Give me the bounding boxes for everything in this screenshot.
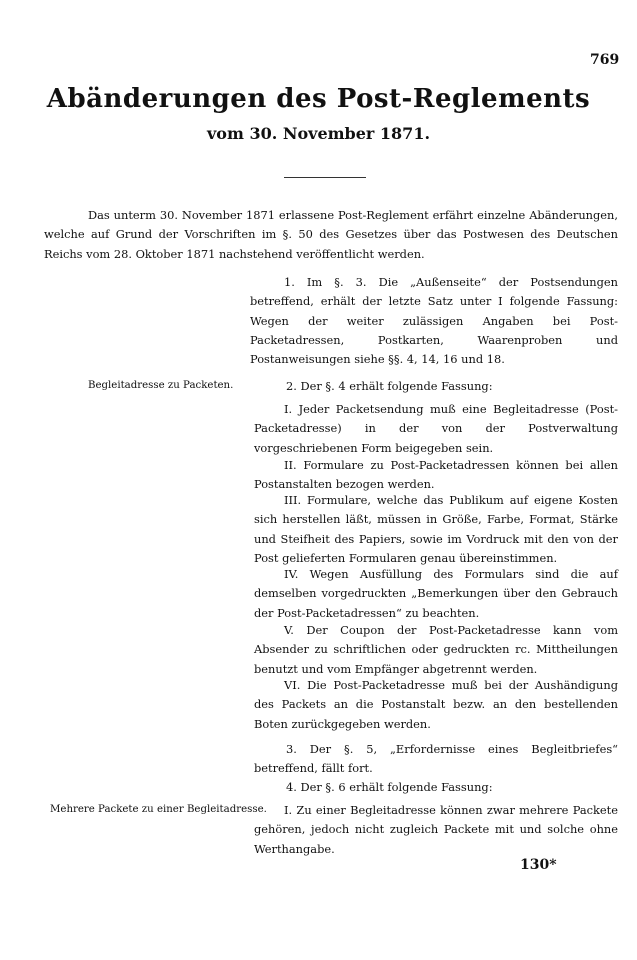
item-3: 3. Der §. 5, „Erfordernisse eines Begleitbriefes“ betreffend, fällt fort. [254, 742, 618, 776]
item-4: 4. Der §. 6 erhält folgende Fassung: [286, 780, 493, 794]
section4-para-5: V. Der Coupon der Post-Packetadresse kann vom Absender zu schriftlichen oder gedruckten rc. Mittheilungen benutzt und vom Empfänger abgetrennt werden. [254, 623, 618, 676]
section4-para-1: I. Jeder Packetsendung muß eine Begleitadresse (Post-Packetadresse) in der von der Postverwaltung vorgeschriebenen Form beigegeben sein. [254, 402, 618, 455]
page-number: 769 [590, 52, 620, 68]
section4-para-4: IV. Wegen Ausfüllung des Formulars sind die auf demselben vorgedruckten „Bemerkungen über den Gebrauch der Post-Packetadressen“ zu beachten. [254, 567, 618, 620]
section4-para-6: VI. Die Post-Packetadresse muß bei der Aushändigung des Packets an die Postanstalt bezw. an den bestellenden Boten zurückgegeben werden. [254, 678, 618, 731]
signature-mark: 130* [520, 857, 557, 873]
item-1: 1. Im §. 3. Die „Außenseite“ der Postsendungen betreffend, erhält der letzte Satz unter I folgende Fassung: Wegen der weiter zulässigen Angaben bei Post-Packetadressen, Postkarten, Waarenproben und Postanweisungen siehe §§. 4, 14, 16 und 18. [250, 275, 618, 367]
section4-para-2: II. Formulare zu Post-Packetadressen können bei allen Postanstalten bezogen werden. [254, 458, 618, 492]
page-subtitle: vom 30. November 1871. [206, 124, 431, 143]
section6-para-1: I. Zu einer Begleitadresse können zwar mehrere Packete gehören, jedoch nicht zugleich Packete mit und solche ohne Werthangabe. [254, 803, 618, 856]
page-title: Abänderungen des Post-Reglements [46, 84, 591, 114]
divider [284, 177, 366, 178]
item-2: 2. Der §. 4 erhält folgende Fassung: [286, 379, 493, 393]
margin-note-2: Mehrere Packete zu einer Begleitadresse. [50, 804, 267, 815]
intro-paragraph: Das unterm 30. November 1871 erlassene Post-Reglement erfährt einzelne Abänderungen, welche auf Grund der Vorschriften im §. 50 des Gesetzes über das Postwesen des Deutschen Reichs vom 28. Oktober 1871 nachstehend veröffentlicht werden. [44, 208, 618, 261]
section4-para-3: III. Formulare, welche das Publikum auf eigene Kosten sich herstellen läßt, müssen in Größe, Farbe, Format, Stärke und Steifheit des Papiers, sowie im Vordruck mit den von der Post gelieferten Formularen genau übereinstimmen. [254, 493, 618, 565]
margin-note-1: Begleitadresse zu Packeten. [88, 380, 234, 391]
